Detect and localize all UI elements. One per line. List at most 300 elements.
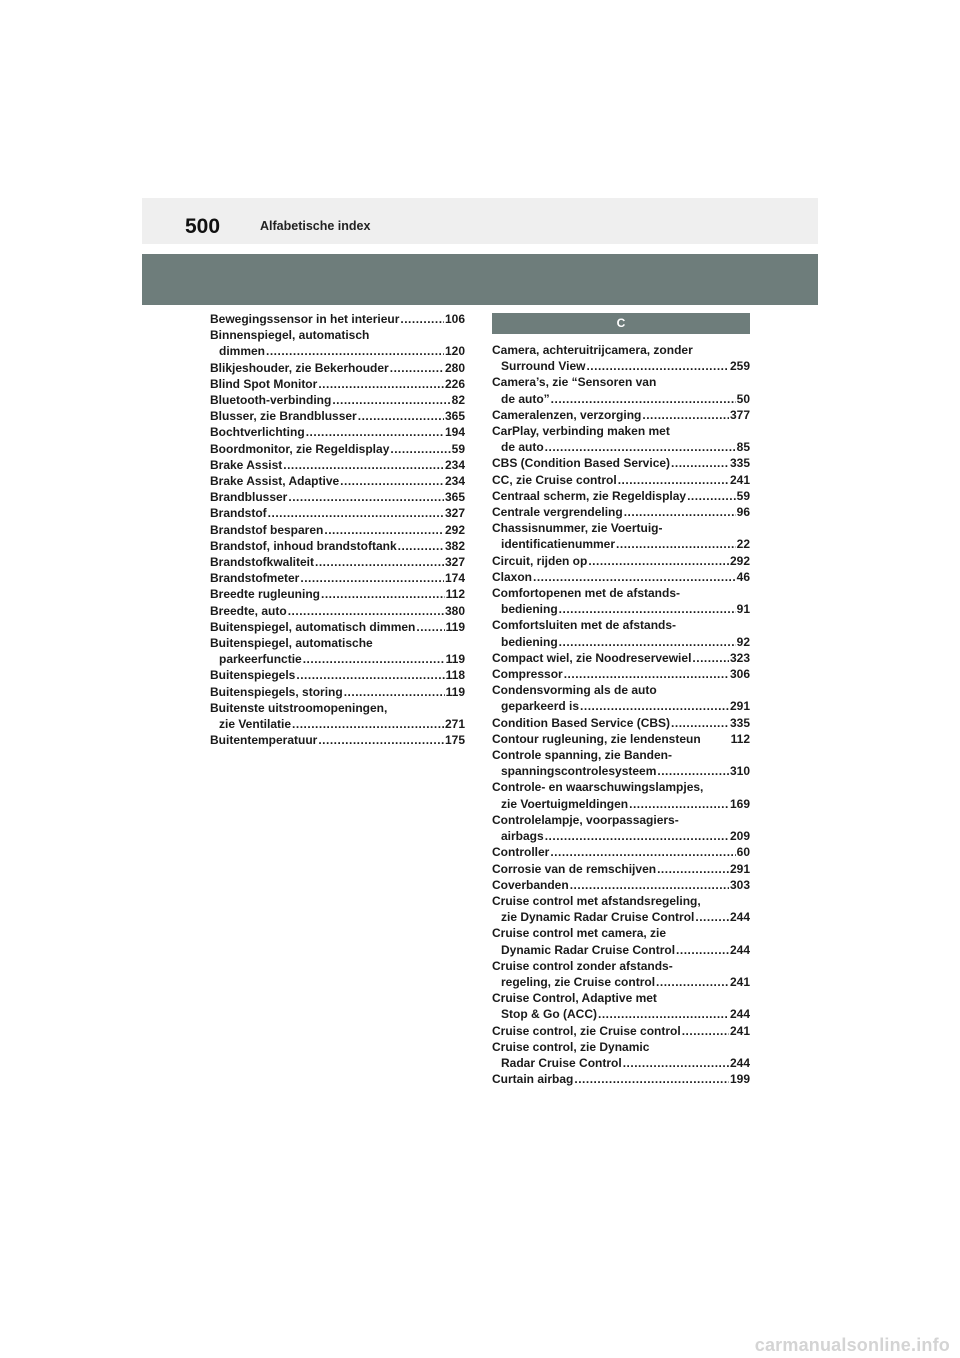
index-entry [210, 376, 465, 392]
index-entry-text: Compressor [492, 667, 563, 682]
leader-dots [559, 634, 736, 650]
index-entry-line [210, 586, 465, 602]
index-page-number: 234 [444, 474, 465, 489]
leader-dots [570, 877, 729, 893]
index-entry-text: Binnenspiegel, automatisch [210, 328, 370, 343]
leader-dots [574, 1071, 729, 1087]
leader-dots [318, 376, 444, 392]
index-entry-text: Cruise control, zie Cruise control [492, 1023, 681, 1038]
leader-dots [390, 360, 444, 376]
index-entry-line [492, 374, 750, 390]
index-entry [492, 553, 750, 569]
index-entry-line [210, 473, 465, 489]
index-entry-text: airbags [501, 829, 544, 844]
leader-dots [682, 1023, 729, 1039]
index-entry-line [492, 828, 750, 844]
leader-dots [306, 424, 444, 440]
index-entry-line [210, 700, 465, 716]
leader-dots [586, 358, 729, 374]
index-entry-text: Comfortsluiten met de afstands- [492, 618, 677, 633]
index-page-number: 244 [729, 910, 750, 925]
index-page-number: 194 [444, 425, 465, 440]
index-page-number: 323 [729, 650, 750, 665]
index-entry-line [492, 488, 750, 504]
index-entry [210, 424, 465, 440]
index-entry [492, 407, 750, 423]
index-entry-text: Brandblusser [210, 490, 288, 505]
index-entry-line [492, 844, 750, 860]
index-entry-line [492, 861, 750, 877]
index-entry-line [492, 666, 750, 682]
index-entry-line [492, 893, 750, 909]
index-entry-text: Buitenspiegels, storing [210, 684, 343, 699]
index-entry-line [492, 909, 750, 925]
index-entry-line [210, 732, 465, 748]
leader-dots [332, 392, 450, 408]
index-page-number: 382 [444, 538, 465, 553]
index-entry-text: parkeerfunctie [219, 652, 302, 667]
leader-dots [344, 684, 445, 700]
index-page-number: 306 [729, 667, 750, 682]
index-page-number: 120 [444, 344, 465, 359]
index-entry-line [492, 601, 750, 617]
index-entry-text: Breedte, auto [210, 603, 287, 618]
index-entry-line [210, 489, 465, 505]
header-decor-band [142, 254, 818, 305]
index-entry-text: Cruise Control, Adaptive met [492, 991, 657, 1006]
index-entry [492, 569, 750, 585]
index-page-number: 174 [444, 571, 465, 586]
index-entry-text: de auto” [501, 391, 550, 406]
letter-heading-c: C [492, 313, 750, 334]
index-page-number: 234 [444, 457, 465, 472]
index-page-number: 59 [736, 488, 750, 503]
leader-dots [618, 472, 729, 488]
leader-dots [288, 489, 444, 505]
index-entry-line [210, 603, 465, 619]
index-page-number: 22 [736, 537, 750, 552]
leader-dots [303, 651, 445, 667]
index-entry-text: regeling, zie Cruise control [501, 974, 656, 989]
index-column-right [492, 342, 750, 1087]
leader-dots [671, 715, 729, 731]
index-entry-line [492, 779, 750, 795]
leader-dots [695, 909, 729, 925]
watermark-text: carmanualsonline.info [754, 1335, 950, 1355]
leader-dots [398, 538, 444, 554]
leader-dots [551, 391, 736, 407]
index-entry [492, 504, 750, 520]
index-entry-text: zie Voertuigmeldingen [501, 796, 629, 811]
leader-dots [624, 504, 736, 520]
index-page-number: 106 [444, 312, 465, 326]
index-page-number: 112 [730, 731, 750, 746]
index-entry [210, 457, 465, 473]
index-entry-line [210, 376, 465, 392]
index-entry [492, 472, 750, 488]
index-entry-line [210, 505, 465, 521]
index-page-number: 377 [729, 407, 750, 422]
index-entry [492, 342, 750, 374]
index-entry-line [210, 538, 465, 554]
index-entry-line [210, 619, 465, 635]
index-entry [210, 441, 465, 457]
index-entry [210, 522, 465, 538]
index-page-number: 303 [729, 877, 750, 892]
index-entry-line [210, 635, 465, 651]
index-entry [492, 844, 750, 860]
index-entry-text: geparkeerd is [501, 699, 580, 714]
index-page-number: 291 [729, 861, 750, 876]
leader-dots [292, 716, 444, 732]
index-entry [210, 360, 465, 376]
index-entry [492, 747, 750, 779]
leader-dots [580, 698, 729, 714]
index-page-number: 119 [445, 684, 465, 699]
leader-dots [692, 650, 729, 666]
index-entry-text: Breedte rugleuning [210, 587, 321, 602]
index-entry [210, 408, 465, 424]
index-entry-line [210, 651, 465, 667]
leader-dots [315, 554, 444, 570]
index-page-number: 244 [729, 1007, 750, 1022]
index-entry [492, 731, 750, 747]
index-entry-text: Buitenspiegel, automatisch dimmen [210, 619, 416, 634]
leader-dots [657, 763, 729, 779]
index-entry [492, 682, 750, 714]
index-entry-text: identificatienummer [501, 537, 616, 552]
index-entry-line [492, 617, 750, 633]
index-page-number: 365 [444, 490, 465, 505]
index-entry [492, 1023, 750, 1039]
index-entry [492, 925, 750, 957]
leader-dots [598, 1006, 729, 1022]
index-entry-text: Blikjeshouder, zie Bekerhouder [210, 360, 389, 375]
index-entry-line [492, 747, 750, 763]
leader-dots [623, 1055, 729, 1071]
index-entry-line [210, 311, 465, 327]
index-page-number: 335 [729, 715, 750, 730]
index-entry-text: Comfortopenen met de afstands- [492, 586, 681, 601]
index-entry-line [492, 585, 750, 601]
index-entry [210, 700, 465, 732]
index-page-number: 119 [445, 619, 465, 634]
index-entry-text: Buitenspiegel, automatische [210, 636, 373, 651]
index-page-number: 59 [451, 441, 465, 456]
index-entry-text: Brake Assist, Adaptive [210, 474, 340, 489]
index-column-left [210, 311, 465, 748]
index-entry [210, 603, 465, 619]
index-page-number: 112 [445, 587, 465, 602]
index-entry-text: Dynamic Radar Cruise Control [501, 942, 676, 957]
leader-dots [564, 666, 729, 682]
index-entry-line [210, 424, 465, 440]
index-entry [210, 538, 465, 554]
leader-dots [300, 570, 444, 586]
index-entry-text: Cruise control met afstandsregeling, [492, 893, 701, 908]
leader-dots [545, 439, 736, 455]
index-entry-text: bediening [501, 602, 558, 617]
leader-dots [288, 603, 444, 619]
index-page-number: 46 [736, 569, 750, 584]
index-entry [210, 311, 465, 327]
index-page-number: 85 [736, 440, 750, 455]
index-page-number: 310 [729, 764, 750, 779]
index-entry-line [492, 796, 750, 812]
index-page-number: 292 [729, 553, 750, 568]
index-entry-line [210, 457, 465, 473]
index-entry [210, 667, 465, 683]
index-entry-line [492, 990, 750, 1006]
index-entry-text: spanningscontrolesysteem [501, 764, 657, 779]
index-entry-text: Controle- en waarschuwingslampjes, [492, 780, 704, 795]
leader-dots [400, 311, 444, 327]
index-entry [492, 617, 750, 649]
leader-dots [283, 457, 444, 473]
index-entry-text: Brandstofmeter [210, 571, 300, 586]
index-page-number: 60 [736, 845, 750, 860]
index-entry [492, 893, 750, 925]
index-page-number: 280 [444, 360, 465, 375]
index-entry-text: Camera, achteruitrijcamera, zonder [492, 343, 693, 357]
page-header [142, 198, 818, 244]
index-entry [210, 473, 465, 489]
index-entry [210, 505, 465, 521]
index-entry-line [492, 407, 750, 423]
index-page-number: 335 [729, 456, 750, 471]
index-entry-text: Cruise control met camera, zie [492, 926, 667, 941]
index-entry-text: de auto [501, 440, 544, 455]
index-page-number: 241 [729, 1023, 750, 1038]
index-entry-text: Centrale vergrendeling [492, 505, 623, 520]
index-entry [210, 327, 465, 359]
leader-dots [358, 408, 444, 424]
index-entry-line [492, 1023, 750, 1039]
index-page-number: 226 [444, 376, 465, 391]
index-entry [210, 489, 465, 505]
index-entry-line [492, 877, 750, 893]
index-entry-line [492, 1055, 750, 1071]
leader-dots [671, 455, 729, 471]
index-entry [492, 779, 750, 811]
leader-dots [324, 522, 444, 538]
index-entry-text: Curtain airbag [492, 1072, 574, 1087]
index-page-number: 119 [445, 652, 465, 667]
index-entry-line [492, 553, 750, 569]
index-entry-text: Bochtverlichting [210, 425, 305, 440]
index-page-number: 175 [444, 733, 465, 748]
index-page-number: 82 [451, 393, 465, 408]
index-entry-line [492, 569, 750, 585]
index-entry-text: Contour rugleuning, zie lendensteun [492, 731, 701, 746]
index-entry [210, 732, 465, 748]
index-entry-text: Claxon [492, 569, 533, 584]
index-entry-text: Buitenste uitstroomopeningen, [210, 700, 388, 715]
index-entry-line [492, 423, 750, 439]
index-entry-text: bediening [501, 634, 558, 649]
leader-dots [559, 601, 736, 617]
index-entry-line [210, 554, 465, 570]
leader-dots [642, 407, 729, 423]
index-entry-line [492, 472, 750, 488]
leader-dots [676, 942, 729, 958]
index-entry-line [492, 812, 750, 828]
index-page-number: 291 [729, 699, 750, 714]
index-page-number: 365 [444, 409, 465, 424]
index-page-number: 259 [729, 359, 750, 374]
index-entry-text: CarPlay, verbinding maken met [492, 424, 670, 439]
index-entry-line [492, 439, 750, 455]
index-entry-text: Camera’s, zie “Sensoren van [492, 375, 657, 390]
index-entry-text: Bluetooth-verbinding [210, 393, 332, 408]
index-entry-text: Condition Based Service (CBS) [492, 715, 671, 730]
leader-dots [318, 732, 444, 748]
index-entry-line [492, 715, 750, 731]
index-entry [492, 812, 750, 844]
index-page-number: 327 [444, 555, 465, 570]
index-entry-line [492, 634, 750, 650]
index-entry-line [492, 1006, 750, 1022]
index-entry-line [492, 731, 750, 747]
index-page-number: 380 [444, 603, 465, 618]
index-page-number: 92 [736, 634, 750, 649]
index-entry-text: Controller [492, 845, 550, 860]
index-entry-line [492, 958, 750, 974]
index-entry-text: zie Dynamic Radar Cruise Control [501, 910, 695, 925]
index-page-number: 209 [729, 829, 750, 844]
index-entry [492, 990, 750, 1022]
index-entry-text: Controle spanning, zie Banden- [492, 748, 673, 763]
index-entry-line [492, 682, 750, 698]
index-entry [492, 1039, 750, 1071]
index-entry-text: Circuit, rijden op [492, 553, 588, 568]
leader-dots [550, 844, 735, 860]
index-entry-text: Boordmonitor, zie Regeldisplay [210, 441, 390, 456]
index-entry-line [492, 1039, 750, 1055]
index-entry [492, 666, 750, 682]
index-entry [492, 715, 750, 731]
index-page-number: 244 [729, 942, 750, 957]
index-page-number: 271 [444, 717, 465, 732]
index-entry [210, 586, 465, 602]
index-entry-line [492, 942, 750, 958]
index-entry-text: Controlelampje, voorpassagiers- [492, 812, 679, 827]
index-entry [492, 520, 750, 552]
index-entry-line [210, 667, 465, 683]
index-page-number: 169 [729, 796, 750, 811]
index-entry [492, 488, 750, 504]
index-entry-line [210, 360, 465, 376]
index-entry-text: Buitenspiegels [210, 668, 296, 683]
index-page-number: 118 [445, 668, 465, 683]
index-page-number: 199 [729, 1072, 750, 1087]
index-entry [492, 861, 750, 877]
leader-dots [687, 488, 736, 504]
index-page-number: 50 [736, 391, 750, 406]
index-entry-text: Buitentemperatuur [210, 733, 318, 748]
section-title: Alfabetische index [260, 219, 371, 233]
index-entry [210, 619, 465, 635]
index-entry-text: Brandstof [210, 506, 267, 521]
index-entry-line [492, 455, 750, 471]
index-entry [210, 554, 465, 570]
leader-dots [545, 828, 729, 844]
leader-dots [656, 974, 729, 990]
index-entry-text: Brandstofkwaliteit [210, 555, 315, 570]
leader-dots [616, 536, 736, 552]
index-entry [492, 423, 750, 455]
leader-dots [321, 586, 445, 602]
index-entry-text: Condensvorming als de auto [492, 683, 657, 698]
index-entry-line [492, 342, 750, 358]
index-entry [210, 684, 465, 700]
index-entry-text: Bewegingssensor in het interieur [210, 312, 400, 326]
index-entry-text: Cameralenzen, verzorging [492, 407, 642, 422]
index-entry-line [492, 504, 750, 520]
watermark [0, 1333, 960, 1358]
index-entry-text: Surround View [501, 359, 586, 374]
leader-dots [390, 441, 450, 457]
index-entry-text: zie Ventilatie [219, 717, 292, 732]
index-entry-text: Radar Cruise Control [501, 1055, 622, 1070]
index-page-number: 96 [736, 505, 750, 520]
leader-dots [588, 553, 729, 569]
index-entry-line [210, 441, 465, 457]
index-entry-line [210, 716, 465, 732]
index-entry-text: Cruise control zonder afstands- [492, 958, 673, 973]
index-entry-line [210, 522, 465, 538]
index-entry [210, 570, 465, 586]
leader-dots [416, 619, 444, 635]
leader-dots [657, 861, 729, 877]
index-entry-text: dimmen [219, 344, 266, 359]
index-entry [492, 585, 750, 617]
index-page-number: 244 [729, 1055, 750, 1070]
leader-dots [268, 505, 444, 521]
index-entry [492, 455, 750, 471]
index-entry-text: Corrosie van de remschijven [492, 861, 657, 876]
index-entry-text: Stop & Go (ACC) [501, 1007, 597, 1022]
index-entry-line [492, 1071, 750, 1087]
index-entry-text: Brake Assist [210, 457, 283, 472]
index-entry-text: Cruise control, zie Dynamic [492, 1039, 650, 1054]
index-entry [210, 392, 465, 408]
index-entry-line [492, 650, 750, 666]
index-page-number: 91 [736, 602, 750, 617]
leader-dots [296, 667, 444, 683]
index-entry-line [492, 925, 750, 941]
index-entry-text: Blusser, zie Brandblusser [210, 409, 357, 424]
index-page-number: 292 [444, 522, 465, 537]
index-entry [492, 650, 750, 666]
leader-dots [629, 796, 729, 812]
index-entry-line [492, 974, 750, 990]
index-entry-text: Chassisnummer, zie Voertuig- [492, 521, 663, 536]
index-entry-text: CC, zie Cruise control [492, 472, 617, 487]
index-entry-line [210, 343, 465, 359]
leader-dots [266, 343, 444, 359]
index-entry [492, 374, 750, 406]
index-entry-text: Blind Spot Monitor [210, 376, 318, 391]
index-page-number: 241 [729, 974, 750, 989]
index-entry [492, 877, 750, 893]
index-entry-text: Coverbanden [492, 877, 569, 892]
index-entry-line [492, 536, 750, 552]
index-entry-line [492, 520, 750, 536]
index-entry-line [210, 684, 465, 700]
index-entry-text: Brandstof, inhoud brandstoftank [210, 538, 397, 553]
index-page-number: 241 [729, 472, 750, 487]
